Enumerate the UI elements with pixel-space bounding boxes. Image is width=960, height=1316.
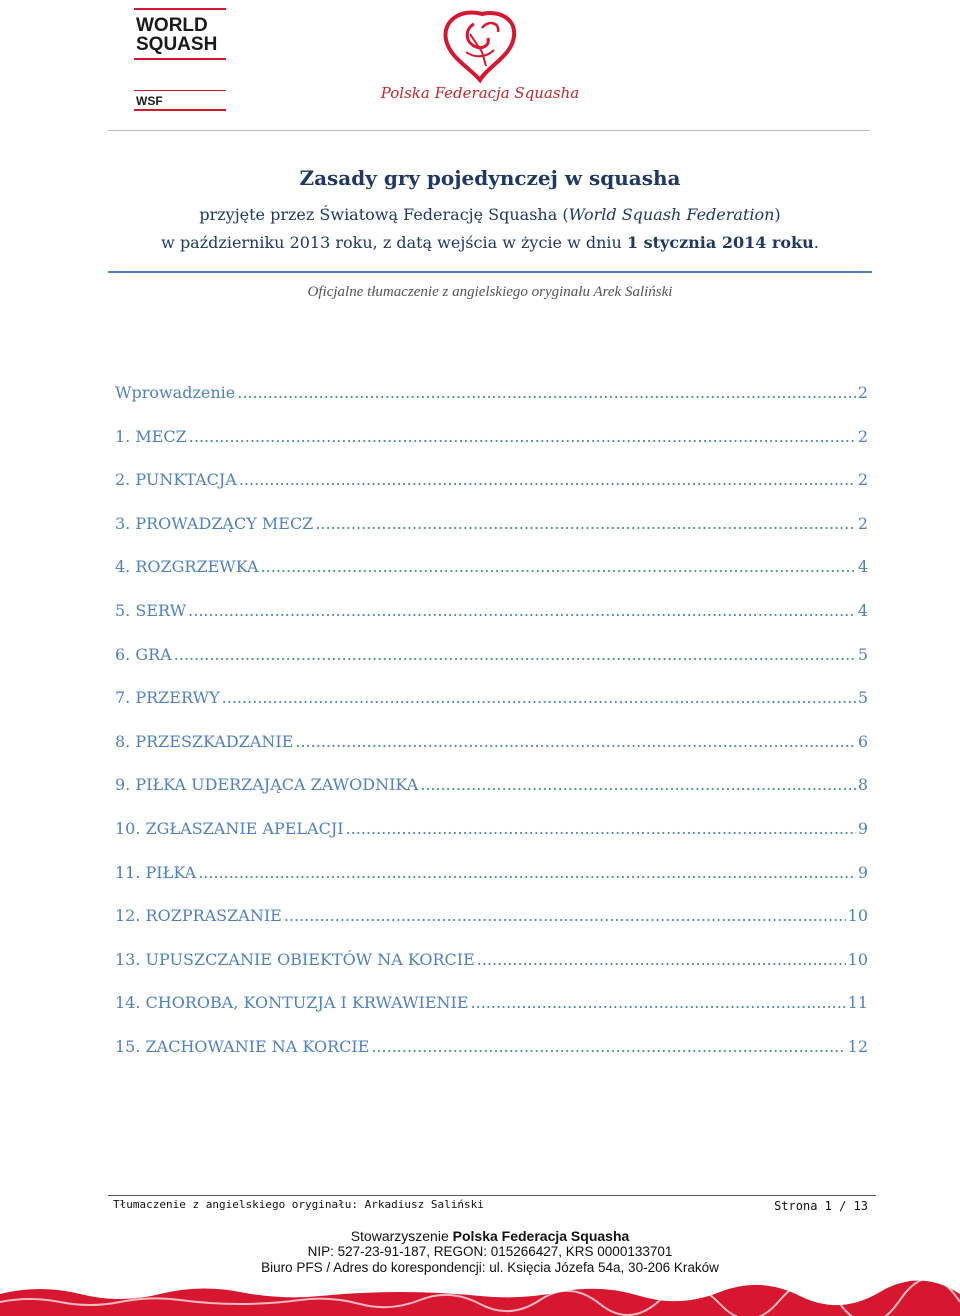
table-of-contents bbox=[115, 383, 868, 1081]
toc-entry-page: 2 bbox=[857, 470, 868, 490]
document-subtitle-line2 bbox=[0, 233, 960, 252]
toc-entry-page: 10 bbox=[847, 949, 868, 969]
toc-entry-page: 6 bbox=[857, 731, 868, 751]
association-line bbox=[0, 1228, 960, 1244]
toc-entry-label: 15. ZACHOWANIE NA KORCIE bbox=[115, 1036, 370, 1056]
toc-entry[interactable] bbox=[115, 557, 868, 601]
toc-entry[interactable] bbox=[115, 514, 868, 558]
world-squash-divider bbox=[134, 58, 226, 60]
toc-entry[interactable] bbox=[115, 688, 868, 732]
toc-entry-label: 4. ROZGRZEWKA bbox=[115, 557, 259, 577]
toc-entry[interactable] bbox=[115, 383, 868, 427]
toc-entry-page: 9 bbox=[857, 818, 868, 838]
toc-dot-leader bbox=[261, 557, 856, 576]
footer-translator: Tłumaczenie z angielskiego oryginału: Arkadiusz Saliński bbox=[113, 1198, 484, 1211]
toc-entry-page: 5 bbox=[857, 688, 868, 708]
toc-entry-label: 1. MECZ bbox=[115, 426, 187, 446]
pfs-logo bbox=[370, 6, 590, 116]
toc-entry-page: 10 bbox=[847, 906, 868, 926]
header-divider bbox=[108, 130, 870, 131]
association-prefix: Stowarzyszenie bbox=[350, 1228, 453, 1244]
translation-note-text: Oficjalne tłumaczenie z angielskiego oryginału Arek Saliński bbox=[307, 284, 673, 300]
effective-date: 1 stycznia 2014 roku bbox=[626, 233, 814, 252]
toc-entry-page: 9 bbox=[857, 862, 868, 882]
toc-dot-leader bbox=[174, 645, 856, 664]
title-divider bbox=[108, 271, 872, 273]
document-subtitle-line1 bbox=[0, 205, 960, 224]
pfs-logo-text: Polska Federacja Squasha bbox=[380, 84, 580, 102]
toc-entry-label: 6. GRA bbox=[115, 644, 172, 664]
world-squash-line2: SQUASH bbox=[136, 34, 218, 55]
toc-entry-label: 2. PUNKTACJA bbox=[115, 470, 237, 490]
wsf-label: WSF bbox=[136, 94, 163, 108]
toc-entry-page: 4 bbox=[857, 557, 868, 577]
toc-entry-page: 12 bbox=[847, 1036, 868, 1056]
toc-dot-leader bbox=[295, 732, 855, 751]
toc-entry-page: 4 bbox=[857, 600, 868, 620]
toc-dot-leader bbox=[222, 688, 856, 707]
translation-note bbox=[0, 284, 960, 301]
document-title: Zasady gry pojedynczej w squasha bbox=[299, 166, 681, 190]
toc-entry-label: 7. PRZERWY bbox=[115, 688, 220, 708]
world-squash-logo bbox=[134, 8, 226, 112]
subtitle-line1-text: przyjęte przez Światową Federację Squasha (World Squash Federation) bbox=[199, 205, 781, 224]
toc-entry-label: 13. UPUSZCZANIE OBIEKTÓW NA KORCIE bbox=[115, 949, 475, 969]
toc-entry[interactable] bbox=[115, 775, 868, 819]
wsf-top-rule bbox=[134, 90, 226, 91]
toc-dot-leader bbox=[420, 775, 856, 794]
subtitle-line2-prefix: w październiku 2013 roku, z datą wejścia w życie w dniu bbox=[161, 233, 627, 252]
toc-entry-label: 10. ZGŁASZANIE APELACJI bbox=[115, 818, 344, 838]
toc-dot-leader bbox=[284, 906, 846, 925]
wsf-bottom-rule bbox=[134, 109, 226, 111]
toc-entry-page: 5 bbox=[857, 644, 868, 664]
toc-entry[interactable] bbox=[115, 1037, 868, 1081]
toc-entry[interactable] bbox=[115, 427, 868, 471]
footer-divider bbox=[108, 1195, 876, 1196]
toc-dot-leader bbox=[471, 993, 846, 1012]
wsf-name-italic: World Squash Federation bbox=[568, 205, 775, 224]
world-squash-line1: WORLD bbox=[136, 15, 208, 36]
toc-entry-label: 9. PIŁKA UDERZAJĄCA ZAWODNIKA bbox=[115, 775, 419, 795]
toc-dot-leader bbox=[239, 470, 856, 489]
toc-entry-page: 2 bbox=[857, 426, 868, 446]
toc-entry[interactable] bbox=[115, 906, 868, 950]
toc-dot-leader bbox=[189, 427, 856, 446]
registry-line: NIP: 527-23-91-187, REGON: 015266427, KRS 0000133701 bbox=[307, 1244, 673, 1259]
toc-dot-leader bbox=[188, 601, 856, 620]
office-address: Biuro PFS / Adres do korespondencji: ul. Księcia Józefa 54a, 30-206 Kraków bbox=[261, 1260, 719, 1275]
toc-entry-label: 11. PIŁKA bbox=[115, 862, 197, 882]
toc-entry[interactable] bbox=[115, 819, 868, 863]
toc-entry[interactable] bbox=[115, 863, 868, 907]
toc-dot-leader bbox=[477, 950, 846, 969]
toc-entry-page: 2 bbox=[857, 513, 868, 533]
toc-entry-page: 8 bbox=[857, 775, 868, 795]
toc-entry-label: 5. SERW bbox=[115, 600, 187, 620]
toc-entry[interactable] bbox=[115, 732, 868, 776]
toc-dot-leader bbox=[198, 863, 856, 882]
toc-entry[interactable] bbox=[115, 470, 868, 514]
toc-dot-leader bbox=[371, 1037, 845, 1056]
toc-entry-label: 3. PROWADZĄCY MECZ bbox=[115, 513, 314, 533]
toc-entry[interactable] bbox=[115, 645, 868, 689]
toc-entry[interactable] bbox=[115, 950, 868, 994]
decorative-brush-strip bbox=[0, 1280, 960, 1316]
page-indicator: Strona 1 / 13 bbox=[774, 1199, 868, 1213]
toc-entry-label: Wprowadzenie bbox=[115, 383, 236, 402]
pfs-swirl-icon bbox=[370, 6, 590, 86]
toc-entry-page: 2 bbox=[857, 383, 868, 402]
toc-entry-label: 12. ROZPRASZANIE bbox=[115, 906, 282, 926]
toc-dot-leader bbox=[346, 819, 856, 838]
association-name: Polska Federacja Squasha bbox=[452, 1228, 630, 1244]
toc-dot-leader bbox=[237, 383, 856, 402]
subtitle-line2-suffix: . bbox=[813, 233, 819, 252]
toc-entry[interactable] bbox=[115, 993, 868, 1037]
toc-dot-leader bbox=[315, 514, 856, 533]
toc-entry-label: 14. CHOROBA, KONTUZJA I KRWAWIENIE bbox=[115, 993, 469, 1013]
toc-entry-page: 11 bbox=[847, 993, 868, 1013]
toc-entry-label: 8. PRZESZKADZANIE bbox=[115, 731, 294, 751]
world-squash-wordmark bbox=[134, 8, 226, 60]
toc-entry[interactable] bbox=[115, 601, 868, 645]
